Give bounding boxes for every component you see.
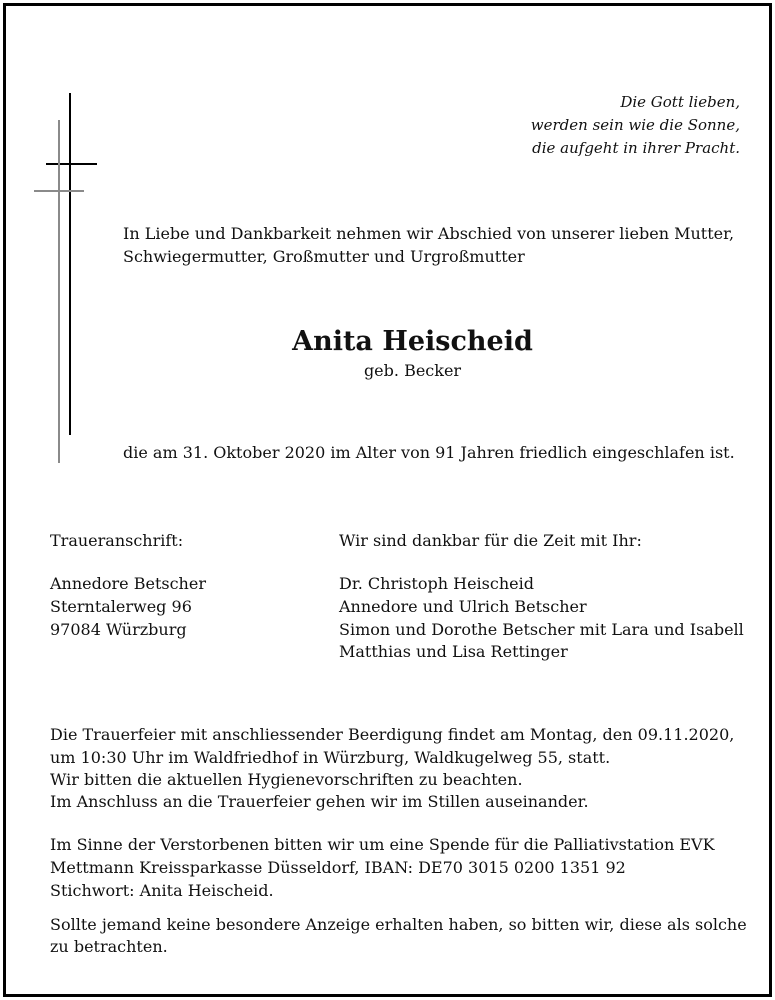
ceremony-line: Im Anschluss an die Trauerfeier gehen wir im Stillen auseinander. [50,792,589,811]
bible-quote [531,91,740,160]
closing-line: Sollte jemand keine besondere Anzeige erhalten haben, so bitten wir, diese als solche [50,915,747,934]
quote-line: werden sein wie die Sonne, [530,116,740,134]
family-line: Annedore und Ulrich Betscher [339,597,587,616]
mourning-address-line: Sterntalerweg 96 [50,597,192,616]
quote-line: Die Gott lieben, [620,93,740,111]
mourning-address-line: Annedore Betscher [50,574,206,593]
quote-line: die aufgeht in ihrer Pracht. [532,139,740,157]
intro-line: In Liebe und Dankbarkeit nehmen wir Abschied von unserer lieben Mutter, [123,224,735,243]
mourning-address-line: 97084 Würzburg [50,620,187,639]
ceremony-line: Wir bitten die aktuellen Hygienevorschriften zu beachten. [50,770,523,789]
death-notice: die am 31. Oktober 2020 im Alter von 91 Jahren friedlich eingeschlafen ist. [123,443,735,462]
donation-line: Stichwort: Anita Heischeid. [50,881,274,900]
family-line: Simon und Dorothe Betscher mit Lara und Isabell [339,620,744,639]
cross-light-horizontal [34,190,84,192]
cross-dark-horizontal [46,163,97,165]
mourning-address-label: Traueranschrift: [50,531,184,550]
family-line: Matthias und Lisa Rettinger [339,642,568,661]
donation-line: Mettmann Kreissparkasse Düsseldorf, IBAN: DE70 3015 0200 1351 92 [50,858,626,877]
donation-line: Im Sinne der Verstorbenen bitten wir um eine Spende für die Palliativstation EVK [50,835,715,854]
closing-line: zu betrachten. [50,937,168,956]
ceremony-line: Die Trauerfeier mit anschliessender Beerdigung findet am Montag, den 09.11.2020, [50,725,735,744]
birth-name: geb. Becker [363,361,462,380]
family-line: Dr. Christoph Heischeid [339,574,534,593]
cross-dark-vertical [69,93,71,435]
deceased-name: Anita Heischeid [292,326,533,357]
ceremony-line: um 10:30 Uhr im Waldfriedhof in Würzburg, Waldkugelweg 55, statt. [50,748,611,767]
cross-light-vertical [58,120,60,463]
intro-line: Schwiegermutter, Großmutter und Urgroßmutter [123,247,525,266]
family-label: Wir sind dankbar für die Zeit mit Ihr: [339,531,642,550]
